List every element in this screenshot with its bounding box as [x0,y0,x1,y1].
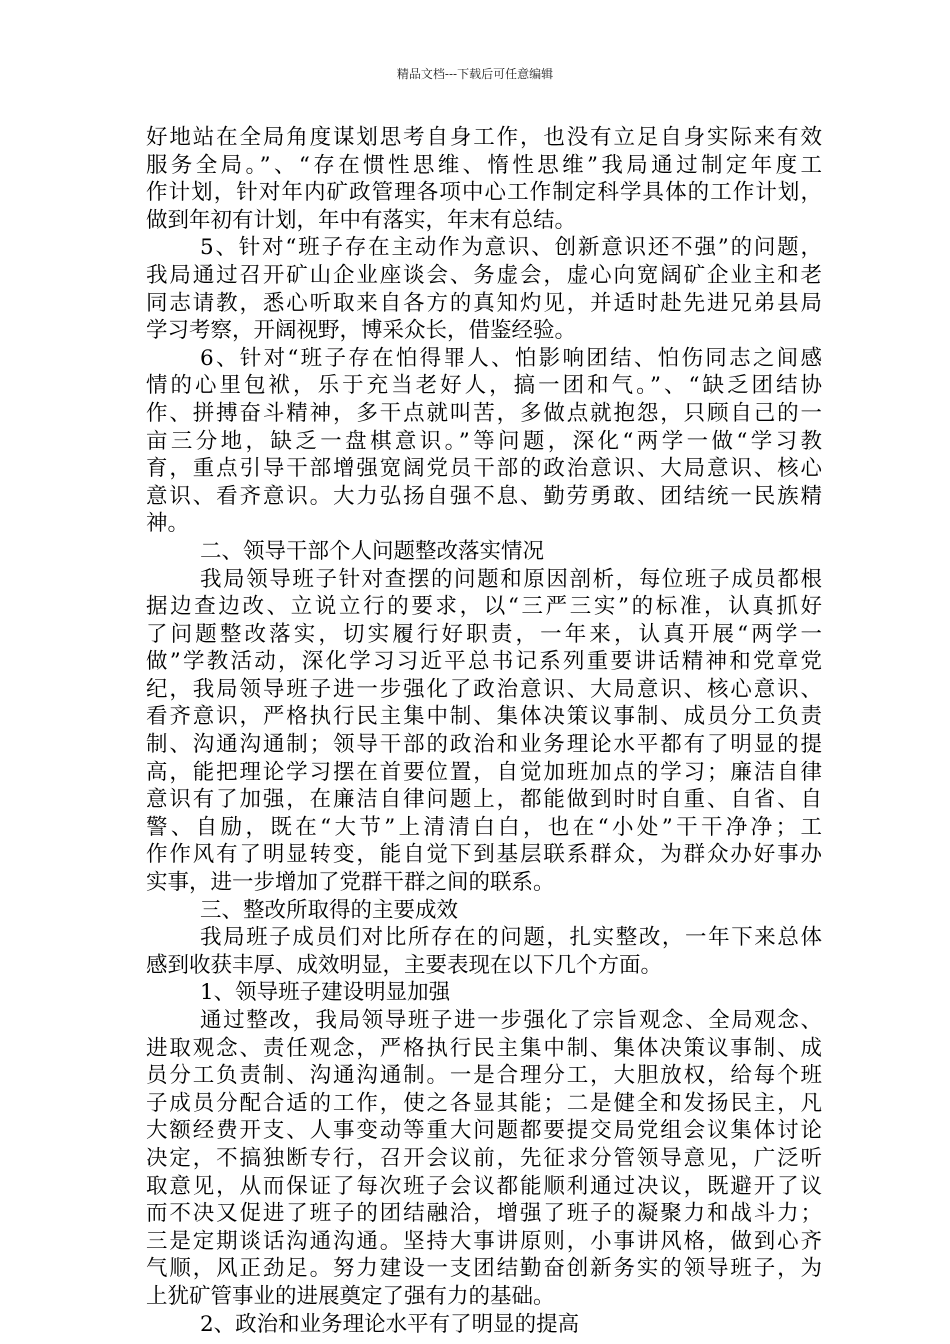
text-line: 纪，我局领导班子进一步强化了政治意识、大局意识、核心意识、 [146,676,822,702]
text-line: 作作风有了明显转变，能自觉下到基层联系群众，为群众办好事办 [146,842,822,868]
text-line: 情的心里包袱，乐于充当老好人，搞一团和气。”、“缺乏团结协 [146,373,822,399]
text-line: 意识、看齐意识。大力弘扬自强不息、勤劳勇敢、团结统一民族精 [146,483,822,509]
text-line: 意识有了加强，在廉洁自律问题上，都能做到时时自重、自省、自 [146,787,822,813]
text-line: 进取观念、责任观念，严格执行民主集中制、集体决策议事制、成 [146,1035,822,1061]
text-line: 作计划，针对年内矿政管理各项中心工作制定科学具体的工作计划， [146,180,822,206]
text-line: 二、领导干部个人问题整改落实情况 [200,538,545,564]
text-line: 同志请教，悉心听取来自各方的真知灼见，并适时赴先进兄弟县局 [146,290,822,316]
text-line: 我局领导班子针对查摆的问题和原因剖析，每位班子成员都根 [200,566,822,592]
text-line: 气顺，风正劲足。努力建设一支团结勤奋创新务实的领导班子，为 [146,1256,822,1282]
text-line: 而不决又促进了班子的团结融洽，增强了班子的凝聚力和战斗力； [146,1201,822,1227]
text-line: 1、领导班子建设明显加强 [200,980,451,1006]
text-line: 员分工负责制、沟通沟通制。一是合理分工，大胆放权，给每个班 [146,1063,822,1089]
text-line: 警、自励，既在“大节”上清清白白，也在“小处”干干净净；工 [146,814,822,840]
text-line: 高，能把理论学习摆在首要位置，自觉加班加点的学习；廉洁自律 [146,759,822,785]
text-line: 做到年初有计划，年中有落实，年末有总结。 [146,207,577,233]
text-line: 制、沟通沟通制；领导干部的政治和业务理论水平都有了明显的提 [146,732,822,758]
text-line: 我局班子成员们对比所存在的问题，扎实整改，一年下来总体 [200,925,822,951]
text-line: 6、针对“班子存在怕得罪人、怕影响团结、怕伤同志之间感 [200,345,822,371]
text-line: 上犹矿管事业的进展奠定了强有力的基础。 [146,1283,555,1309]
text-line: 取意见，从而保证了每次班子会议都能顺利通过决议，既避开了议 [146,1173,822,1199]
text-line: 亩三分地，缺乏一盘棋意识。”等问题，深化“两学一做“学习教 [146,428,822,454]
text-line: 好地站在全局角度谋划思考自身工作，也没有立足自身实际来有效 [146,125,822,150]
text-line: 据边查边改、立说立行的要求，以“三严三实”的标准，认真抓好 [146,594,822,620]
text-line: 做”学教活动，深化学习习近平总书记系列重要讲话精神和党章党 [146,649,822,675]
text-line: 神。 [146,511,190,537]
text-line: 育，重点引导干部增强宽阔党员干部的政治意识、大局意识、核心 [146,456,822,482]
document-body [146,124,822,1338]
text-line: 三是定期谈话沟通沟通。坚持大事讲原则，小事讲风格，做到心齐 [146,1228,822,1254]
text-line: 看齐意识，严格执行民主集中制、集体决策议事制、成员分工负责 [146,704,822,730]
text-line: 决定，不搞独断专行，召开会议前，先征求分管领导意见，广泛听 [146,1145,822,1171]
page-header: 精品文档---下载后可任意编辑 [396,67,554,81]
text-line: 服务全局。”、“存在惯性思维、惰性思维”我局通过制定年度工 [146,152,822,178]
text-line: 学习考察，开阔视野，博采众长，借鉴经验。 [146,318,577,344]
text-line: 大额经费开支、人事变动等重大问题都要提交局党组会议集体讨论 [146,1118,822,1144]
text-line: 感到收获丰厚、成效明显，主要表现在以下几个方面。 [146,952,663,978]
text-line: 5、针对“班子存在主动作为意识、创新意识还不强”的问题， [200,235,822,261]
text-line: 2、政治和业务理论水平有了明显的提高 [200,1311,580,1337]
text-line: 实事，进一步增加了党群干群之间的联系。 [146,870,555,896]
text-line: 了问题整改落实，切实履行好职责，一年来，认真开展“两学一 [146,621,822,647]
text-line: 子成员分配合适的工作，使之各显其能；二是健全和发扬民主，凡 [146,1090,822,1116]
text-line: 三、整改所取得的主要成效 [200,897,459,923]
text-line: 作、拼搏奋斗精神，多干点就叫苦，多做点就抱怨，只顾自己的一 [146,400,822,426]
text-line: 我局通过召开矿山企业座谈会、务虚会，虚心向宽阔矿企业主和老 [146,262,822,288]
text-line: 通过整改，我局领导班子进一步强化了宗旨观念、全局观念、 [200,1008,822,1033]
